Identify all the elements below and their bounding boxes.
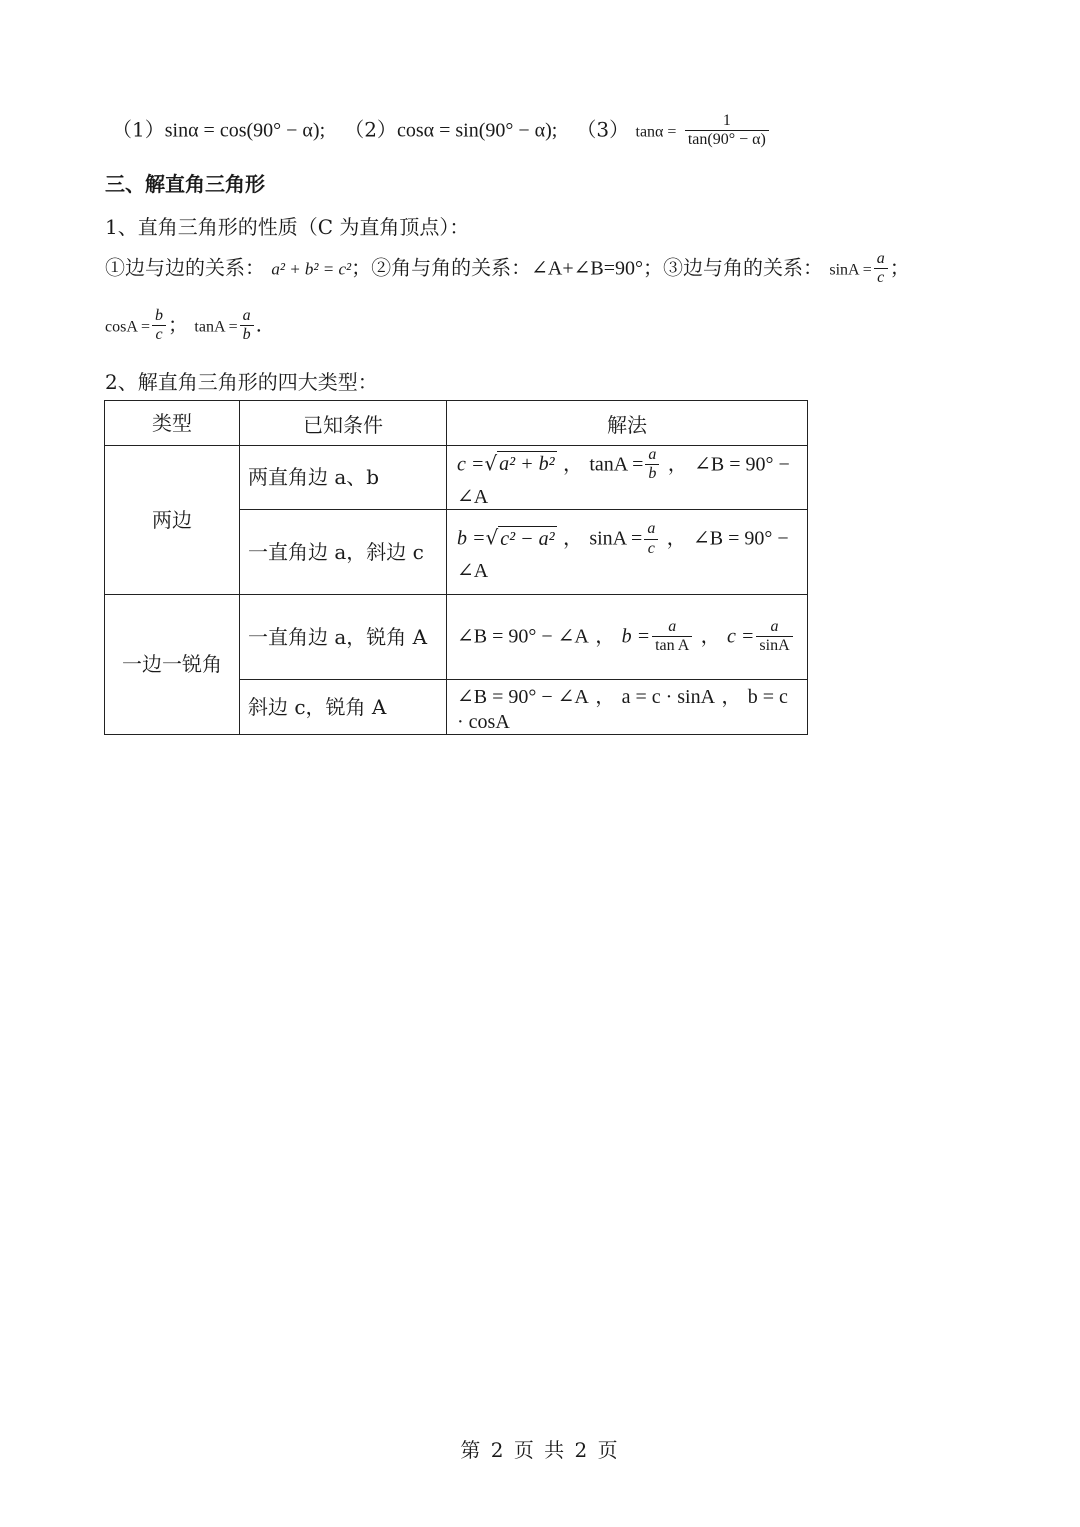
radicand: c² − a² bbox=[500, 527, 555, 550]
section-title: 三、解直角三角形 bbox=[105, 172, 265, 196]
solution-term: a = c · sinA bbox=[621, 685, 716, 708]
property-heading: 1、直角三角形的性质（C 为直角顶点）： bbox=[105, 215, 470, 239]
tan-numerator: a bbox=[242, 307, 251, 324]
fraction-denominator: b bbox=[645, 464, 659, 483]
separator: ， bbox=[562, 451, 583, 476]
separator: ， bbox=[595, 683, 616, 708]
solution-cell bbox=[447, 594, 808, 679]
angle-relation-value: ∠A+∠B=90° bbox=[531, 257, 643, 280]
fraction-numerator: a bbox=[647, 520, 656, 538]
sin-numerator: a bbox=[876, 250, 885, 267]
solution-term: b = bbox=[621, 625, 651, 648]
pythagorean-formula: a² + b² = c² bbox=[271, 259, 352, 279]
header-condition: 已知条件 bbox=[240, 401, 447, 446]
sin-fraction bbox=[874, 250, 888, 288]
identity-3-label: （3） bbox=[576, 117, 630, 142]
solution-cell bbox=[447, 679, 808, 734]
separator: ， bbox=[700, 623, 721, 648]
fraction-denominator: sinA bbox=[756, 636, 792, 655]
header-solution: 解法 bbox=[447, 401, 808, 446]
condition-cell: 一直角边 a，斜边 c bbox=[240, 509, 447, 594]
properties-line bbox=[105, 250, 910, 288]
cos-denominator: c bbox=[152, 325, 166, 344]
identity-2-label: （2） bbox=[344, 117, 397, 142]
separator: ， bbox=[562, 525, 583, 550]
solution-term: ∠B = 90° − ∠A bbox=[457, 625, 589, 648]
tan-denominator: b bbox=[240, 325, 254, 344]
separator: ； bbox=[643, 255, 663, 280]
solving-types-table bbox=[104, 400, 808, 735]
page-footer: 第 2 页 共 2 页 bbox=[460, 1438, 620, 1462]
fraction-denominator: c bbox=[644, 539, 658, 558]
solution-term: ∠B = 90° − ∠A bbox=[457, 527, 789, 583]
identity-1: sinα = cos(90° − α); bbox=[164, 119, 326, 142]
group-two-sides: 两边 bbox=[105, 446, 240, 595]
cos-numerator: b bbox=[155, 307, 164, 324]
separator: ， bbox=[666, 525, 687, 550]
cos-fraction bbox=[152, 307, 166, 345]
separator: ； bbox=[889, 255, 910, 280]
sin-denominator: c bbox=[874, 268, 888, 287]
angle-relation-label: ②角与角的关系： bbox=[371, 255, 532, 280]
solution-term: sinA = bbox=[589, 527, 643, 550]
cofunction-identities bbox=[112, 112, 771, 150]
solution-term: tanA = bbox=[589, 453, 644, 476]
solution-term: ∠B = 90° − ∠A bbox=[457, 685, 589, 708]
side-relation-label: ①边与边的关系： bbox=[105, 255, 265, 280]
fraction-numerator: a bbox=[668, 617, 677, 635]
solution-cell: b =√ c² − a² ， sinA = $\frac{a}{c}$ ， ∠B = 90° − ∠A bbox=[447, 509, 808, 594]
solution-term: ∠B = 90° − ∠A bbox=[457, 453, 790, 508]
period: . bbox=[255, 312, 262, 337]
separator: ， bbox=[595, 623, 616, 648]
fraction-denominator: tan A bbox=[652, 636, 692, 655]
separator: ； bbox=[351, 255, 372, 280]
identity-3-fraction bbox=[685, 112, 769, 150]
group-side-angle: 一边一锐角 bbox=[105, 594, 240, 734]
identity-1-label: （1） bbox=[112, 117, 165, 142]
solution-cell: c =√ a² + b² ， tanA = $\frac{a}{b}$ ， ∠B = 90° − ∠A bbox=[447, 446, 808, 510]
solution-term: b = bbox=[457, 527, 486, 550]
identity-2: cosα = sin(90° − α); bbox=[396, 119, 558, 142]
identity-3-denominator: tan(90° − α) bbox=[685, 130, 769, 149]
cos-tan-line bbox=[105, 307, 262, 345]
condition-cell: 一直角边 a，锐角 A bbox=[240, 594, 447, 679]
fraction-numerator: a bbox=[648, 446, 657, 463]
condition-cell: 斜边 c，锐角 A bbox=[240, 679, 447, 734]
side-angle-relation-label: ③边与角的关系： bbox=[663, 255, 823, 280]
table-header-row bbox=[105, 401, 808, 446]
sin-lhs: sinA = bbox=[829, 261, 872, 279]
solution-term: c = bbox=[727, 625, 755, 648]
tan-fraction bbox=[240, 307, 254, 345]
table-row bbox=[105, 594, 808, 679]
header-type: 类型 bbox=[105, 401, 240, 446]
solution-term: c = bbox=[457, 453, 485, 476]
identity-3-numerator: 1 bbox=[722, 112, 731, 129]
separator: ， bbox=[667, 451, 688, 476]
types-heading: 2、解直角三角形的四大类型： bbox=[105, 370, 378, 394]
table-row bbox=[105, 446, 808, 510]
radicand: a² + b² bbox=[499, 453, 555, 476]
solution-term: b = c · cosA bbox=[457, 685, 788, 733]
fraction-numerator: a bbox=[770, 617, 779, 635]
separator: ； bbox=[168, 312, 189, 337]
cos-lhs: cosA = bbox=[105, 318, 151, 336]
separator: ， bbox=[721, 683, 742, 708]
condition-cell: 两直角边 a、b bbox=[240, 446, 447, 510]
identity-3-lhs: tanα = bbox=[635, 123, 677, 141]
tan-lhs: tanA = bbox=[194, 318, 238, 336]
